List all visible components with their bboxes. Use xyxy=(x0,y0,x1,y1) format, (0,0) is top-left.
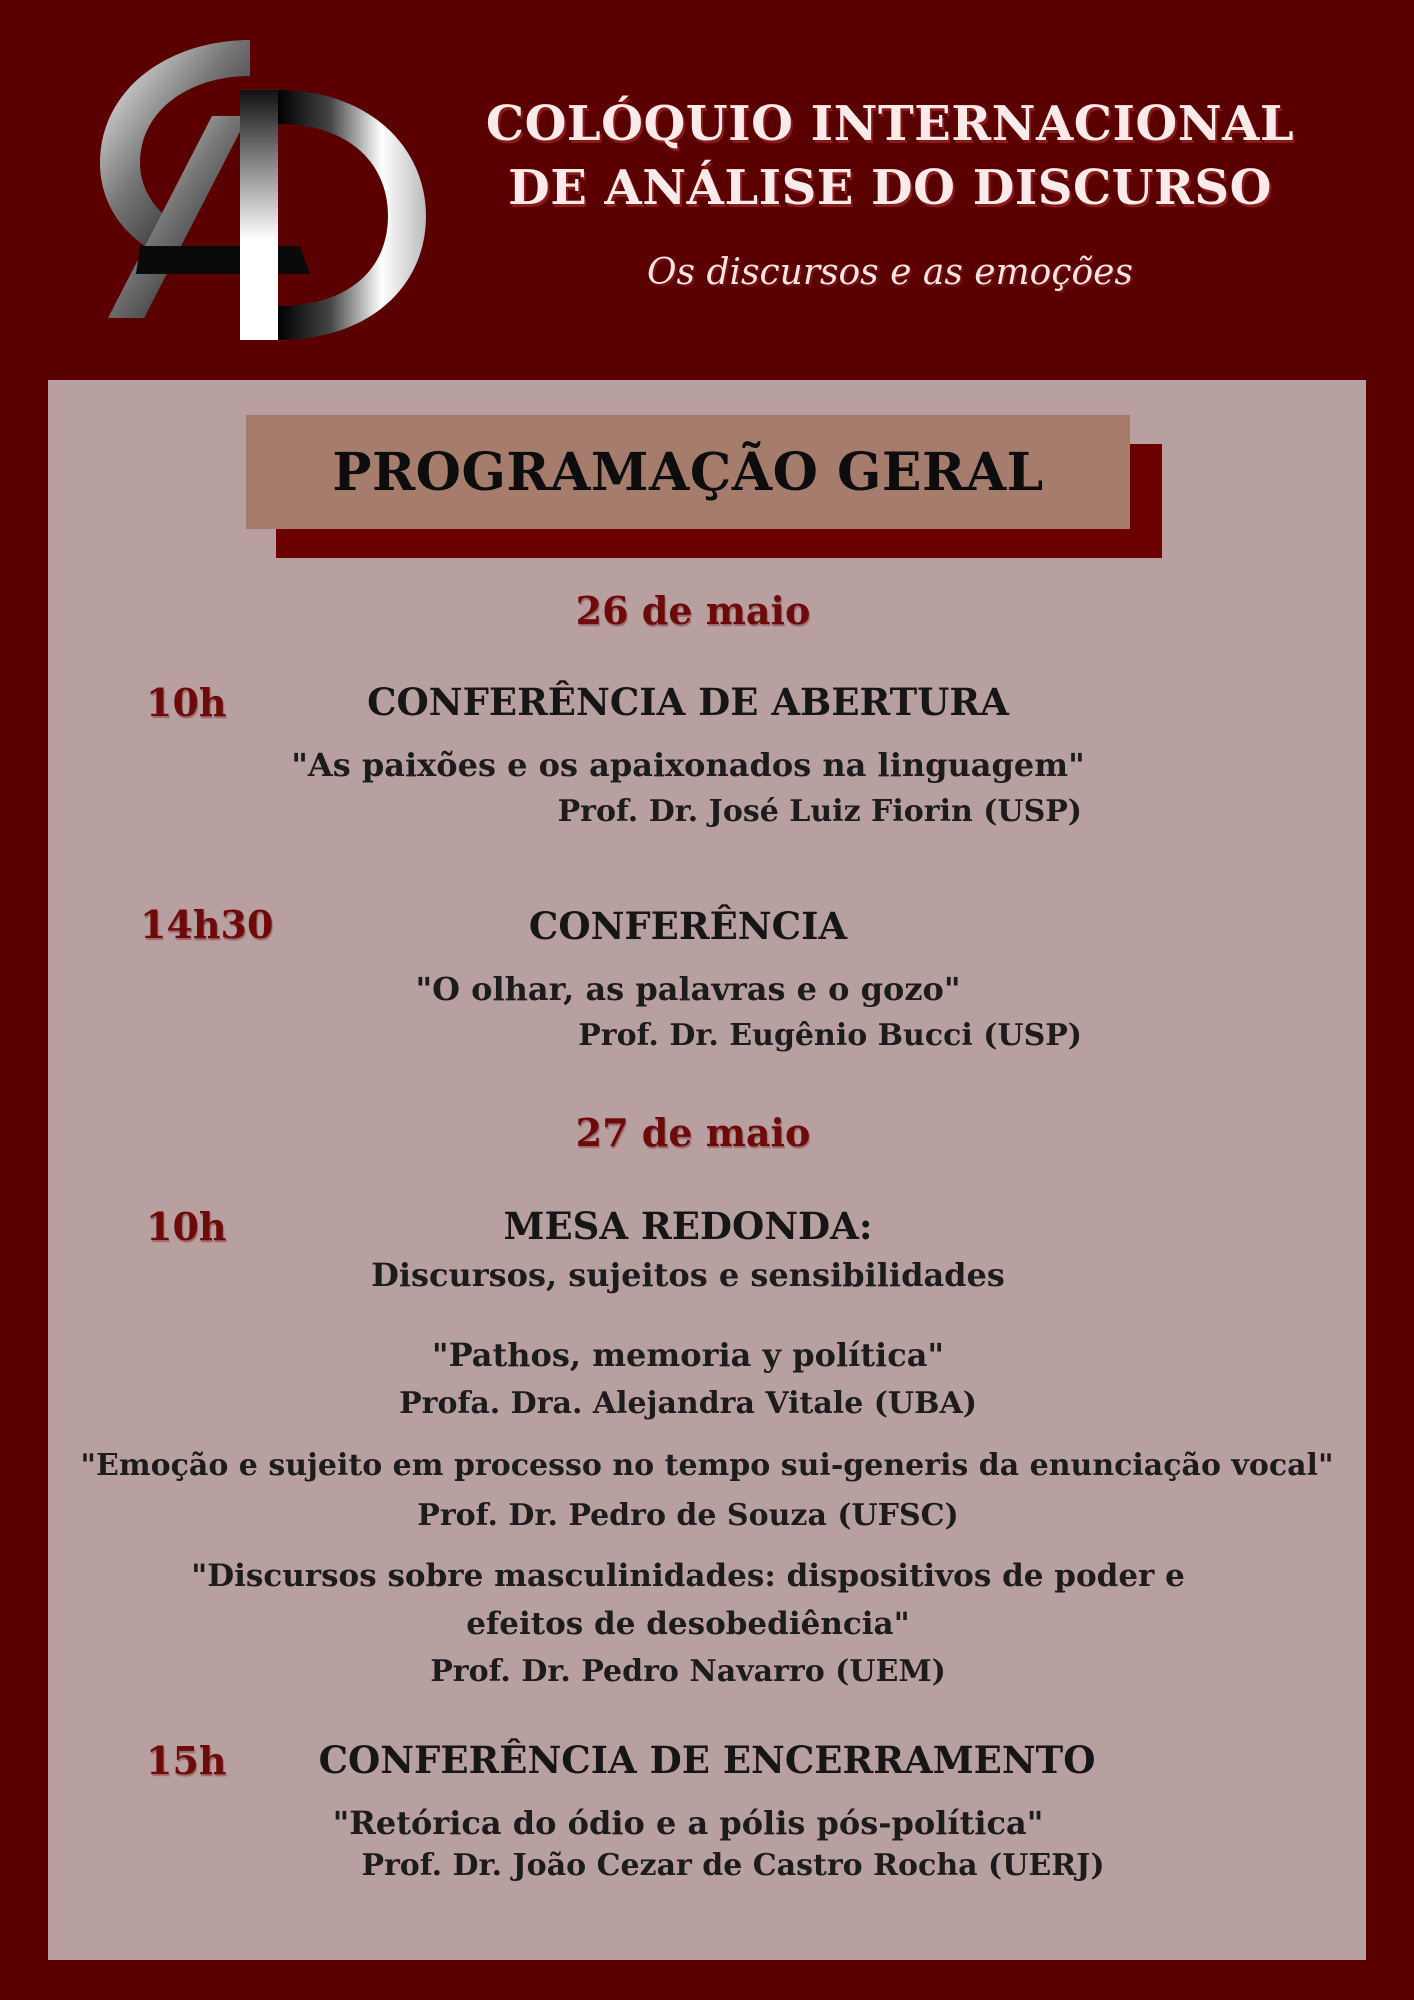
conference-title-line1: COLÓQUIO INTERNACIONAL xyxy=(485,96,1295,152)
day2-s1-subtitle: Discursos, sujeitos e sensibilidades xyxy=(371,1256,1005,1294)
day1-s2-time: 14h30 xyxy=(140,902,274,947)
conference-subtitle: Os discursos e as emoções xyxy=(647,252,1133,293)
conference-title xyxy=(470,92,1310,220)
day1-s2-title: CONFERÊNCIA xyxy=(528,904,848,948)
day1-s1-title: CONFERÊNCIA DE ABERTURA xyxy=(367,680,1009,724)
day2-s1-title: MESA REDONDA: xyxy=(503,1204,873,1248)
day2-s2-title: CONFERÊNCIA DE ENCERRAMENTO xyxy=(318,1738,1096,1782)
day1-s2-talk: "O olhar, as palavras e o gozo" xyxy=(415,970,961,1008)
day1-s1-speaker: Prof. Dr. José Luiz Fiorin (USP) xyxy=(557,794,1082,829)
day2-talk1: "Pathos, memoria y política" xyxy=(431,1336,945,1374)
day2-speaker2: Prof. Dr. Pedro de Souza (UFSC) xyxy=(417,1498,959,1533)
day1-s2-speaker: Prof. Dr. Eugênio Bucci (USP) xyxy=(578,1018,1082,1053)
day2-date: 27 de maio xyxy=(575,1110,811,1155)
day1-s1-time: 10h xyxy=(146,680,227,725)
day2-talk3-line1: "Discursos sobre masculinidades: dispositivos de poder e xyxy=(191,1558,1185,1594)
program-title: PROGRAMAÇÃO GERAL xyxy=(332,441,1044,503)
day2-s2-talk: "Retórica do ódio e a pólis pós-política" xyxy=(332,1804,1044,1842)
conference-title-line2: DE ANÁLISE DO DISCURSO xyxy=(508,160,1272,216)
day1-date: 26 de maio xyxy=(575,588,811,633)
day2-talk3-line2: efeitos de desobediência" xyxy=(466,1606,910,1642)
cad-logo-icon xyxy=(100,28,430,346)
program-banner xyxy=(246,415,1130,529)
day2-talk2: "Emoção e sujeito em processo no tempo sui-generis da enunciação vocal" xyxy=(80,1448,1334,1483)
day2-speaker1: Profa. Dra. Alejandra Vitale (UBA) xyxy=(399,1386,977,1421)
day1-s1-talk: "As paixões e os apaixonados na linguagem" xyxy=(291,746,1085,784)
day2-s2-speaker: Prof. Dr. João Cezar de Castro Rocha (UERJ) xyxy=(361,1848,1105,1883)
day2-s1-time: 10h xyxy=(146,1204,227,1249)
program-panel xyxy=(48,380,1366,1960)
day2-speaker3: Prof. Dr. Pedro Navarro (UEM) xyxy=(430,1654,946,1689)
day2-s2-time: 15h xyxy=(146,1738,227,1783)
